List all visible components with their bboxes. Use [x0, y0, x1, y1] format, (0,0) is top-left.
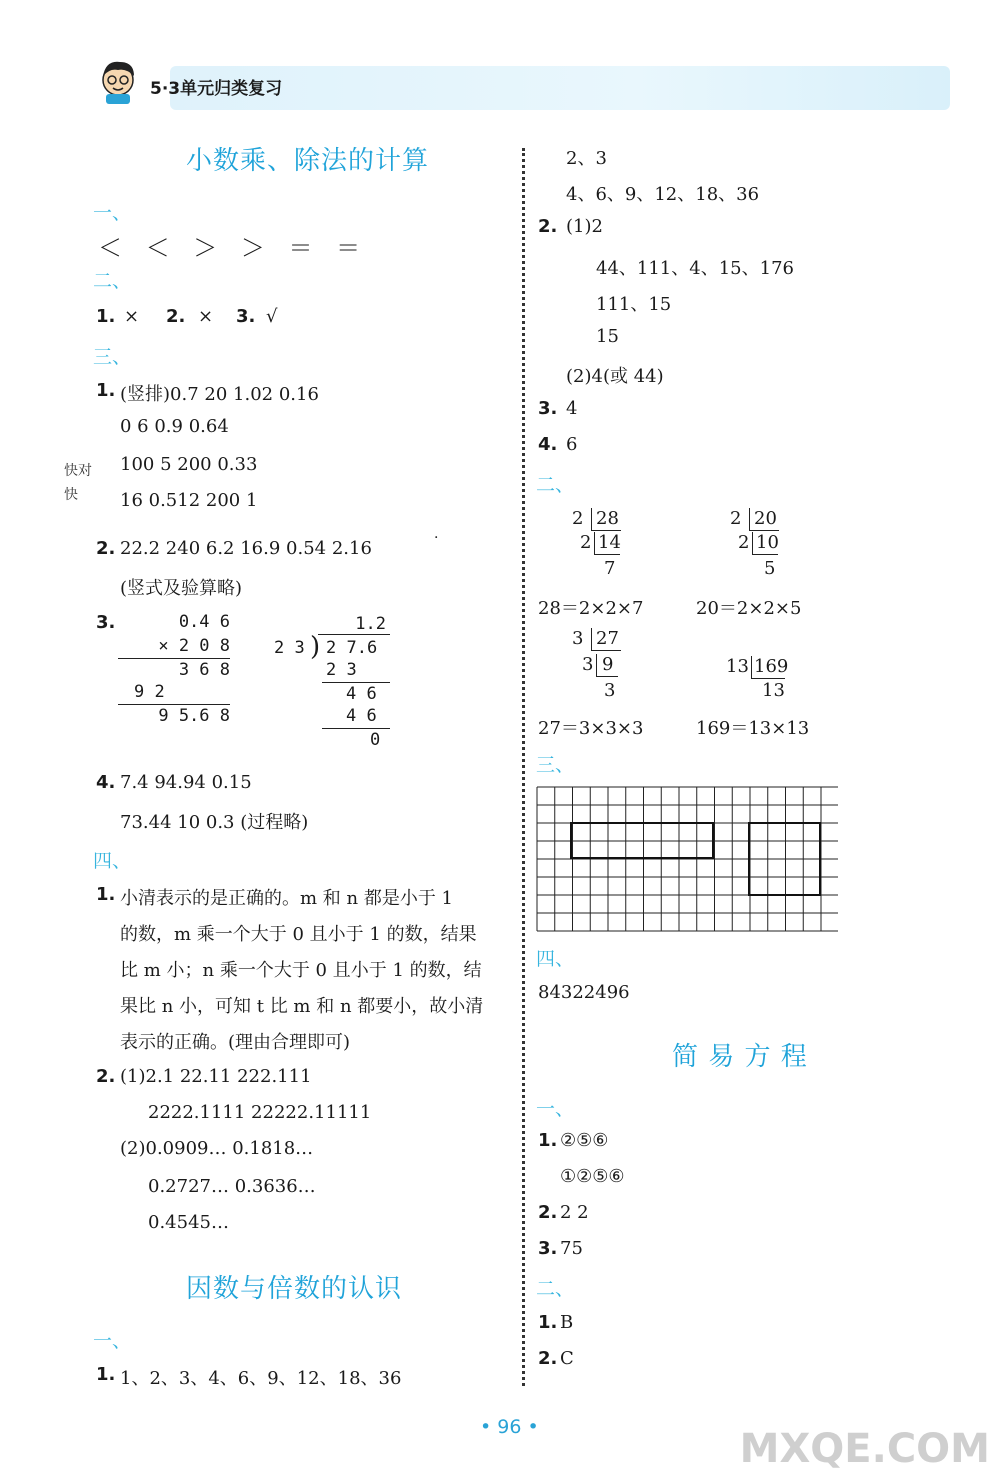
boy-mascot-icon [96, 56, 140, 106]
question-number: 3. [538, 398, 558, 419]
heading-factors-multiples: 因数与倍数的认识 [186, 1274, 403, 1304]
mul-operand-b: × 2 0 8 [158, 636, 230, 656]
div-step: 2 3 [326, 660, 357, 680]
question-number: 1. [96, 306, 116, 327]
answer-line: 100 5 200 0.33 [120, 454, 258, 475]
mul-rule [118, 704, 230, 705]
answer: ①②⑤⑥ [560, 1166, 625, 1187]
factorization: 169＝13×13 [696, 718, 810, 739]
mul-partial-2: 9 2 [134, 682, 165, 702]
answer: × [198, 306, 214, 327]
question-number: 3. [236, 306, 256, 327]
answer: C [560, 1348, 574, 1369]
mul-rule [118, 658, 230, 659]
sd-divisor: 13 [726, 656, 749, 677]
answer-line: (2)4(或 44) [566, 366, 664, 387]
sd-dividend: 27 [596, 628, 619, 649]
sd-bar [596, 654, 597, 676]
answer-line: (竖排)0.7 20 1.02 0.16 [120, 384, 319, 405]
side-note: 快 [64, 487, 78, 503]
question-number: 3. [96, 612, 116, 633]
sd-bar [751, 656, 752, 678]
sd-divisor: 2 [572, 508, 584, 529]
question-number: 1. [538, 1312, 558, 1333]
explanation-line: 的数，m 乘一个大于 0 且小于 1 的数，结果 [120, 924, 477, 945]
mul-partial-1: 3 6 8 [178, 660, 230, 680]
question-number: 2. [538, 1348, 558, 1369]
watermark-logo: MXQE.COM [739, 1426, 990, 1472]
answer-line: 22.2 240 6.2 16.9 0.54 2.16 [120, 538, 372, 559]
answer-line: 44、111、4、15、176 [596, 258, 794, 279]
sd-quotient: 3 [604, 680, 616, 701]
explanation-line: 小清表示的是正确的。m 和 n 都是小于 1 [120, 888, 453, 909]
header-band [170, 66, 950, 110]
comparison-row: ＜ ＜ ＞ ＞ ＝ ＝ [98, 234, 369, 262]
explanation-line: 比 m 小；n 乘一个大于 0 且小于 1 的数，结 [120, 960, 482, 981]
answer-line: (2)0.0909… 0.1818… [120, 1138, 314, 1159]
sd-dividend: 20 [754, 508, 777, 529]
sd-bar [591, 508, 592, 530]
recurring-dot: · [434, 530, 439, 546]
section-label: 三、 [536, 754, 575, 776]
factorization: 27＝3×3×3 [538, 718, 644, 739]
question-number: 1. [538, 1130, 558, 1151]
section-label: 二、 [536, 474, 575, 496]
div-dividend: 2 7.6 [326, 638, 378, 658]
mul-operand-a: 0.4 6 [178, 612, 230, 632]
answer-line: 16 0.512 200 1 [120, 490, 258, 511]
question-number: 1. [96, 380, 116, 401]
answer-line: 7.4 94.94 0.15 [120, 772, 252, 793]
answer-line: 73.44 10 0.3 (过程略) [120, 812, 309, 833]
heading-decimal-calc: 小数乘、除法的计算 [186, 146, 430, 176]
section-label: 二、 [536, 1278, 575, 1300]
answer-line: (竖式及验算略) [120, 578, 243, 599]
sd-dividend: 9 [602, 654, 614, 675]
section-label: 四、 [536, 948, 575, 970]
question-number: 2. [538, 216, 558, 237]
div-rule [322, 728, 390, 729]
sd-bar [752, 532, 753, 554]
sd-dividend: 28 [596, 508, 619, 529]
section-label: 二、 [93, 270, 132, 292]
question-number: 4. [538, 434, 558, 455]
sd-bar [594, 532, 595, 554]
section-label: 一、 [536, 1098, 575, 1120]
answer: 2 2 [560, 1202, 589, 1223]
sd-rule [591, 650, 621, 651]
div-rule [322, 682, 390, 683]
explanation-line: 表示的正确。(理由合理即可) [120, 1032, 351, 1053]
mul-result: 9 5.6 8 [158, 706, 230, 726]
section-label: 四、 [93, 850, 132, 872]
sd-rule [749, 530, 779, 531]
sd-bar [591, 628, 592, 650]
answer: 6 [566, 434, 578, 455]
div-step: 4 6 [346, 684, 377, 704]
section-label: 一、 [93, 202, 132, 224]
sd-divisor: 3 [572, 628, 584, 649]
explanation-line: 果比 n 小，可知 t 比 m 和 n 都要小，故小清 [120, 996, 484, 1017]
sd-divisor: 2 [738, 532, 750, 553]
header-title: 5·3单元归类复习 [150, 79, 283, 99]
question-number: 3. [538, 1238, 558, 1259]
answer-line: 1、2、3、4、6、9、12、18、36 [120, 1368, 402, 1389]
factorization: 28＝2×2×7 [538, 598, 644, 619]
heading-simple-equations: 简 易 方 程 [672, 1042, 808, 1072]
sd-rule [751, 678, 785, 679]
answer-line: 2222.1111 22222.11111 [148, 1102, 372, 1123]
div-remainder: 0 [370, 730, 381, 750]
column-divider [522, 148, 525, 1386]
page-number: • 96 • [480, 1416, 539, 1438]
sd-dividend: 10 [756, 532, 779, 553]
sd-bar [749, 508, 750, 530]
factorization: 20＝2×2×5 [696, 598, 802, 619]
answer-line: 4、6、9、12、18、36 [566, 184, 760, 205]
section-label: 三、 [93, 346, 132, 368]
div-quotient: 1.2 [355, 614, 386, 634]
sd-rule [591, 530, 621, 531]
sd-divisor: 2 [580, 532, 592, 553]
sd-dividend: 169 [754, 656, 789, 677]
sd-dividend: 14 [598, 532, 621, 553]
answer: × [124, 306, 140, 327]
sd-quotient: 13 [762, 680, 785, 701]
question-number: 2. [96, 538, 116, 559]
div-bracket: ) [310, 632, 321, 662]
answer-line: 0.2727… 0.3636… [148, 1176, 316, 1197]
div-bar [318, 634, 390, 635]
answer-line: (1)2.1 22.11 222.111 [120, 1066, 312, 1087]
sd-quotient: 7 [604, 558, 616, 579]
answer: B [560, 1312, 574, 1333]
sd-quotient: 5 [764, 558, 776, 579]
sd-divisor: 2 [730, 508, 742, 529]
section-label: 一、 [93, 1330, 132, 1352]
answer-line: (1)2 [566, 216, 603, 237]
sd-rule [752, 554, 778, 555]
side-note: 快对 [64, 463, 92, 479]
answer-line: 111、15 [596, 294, 672, 315]
question-number: 1. [96, 1364, 116, 1385]
question-number: 2. [166, 306, 186, 327]
question-number: 2. [538, 1202, 558, 1223]
sd-rule [594, 554, 620, 555]
answer-line: 15 [596, 326, 619, 347]
div-divisor: 2 3 [274, 638, 305, 658]
answer-line: 2、3 [566, 148, 607, 169]
question-number: 4. [96, 772, 116, 793]
div-step: 4 6 [346, 706, 377, 726]
sd-divisor: 3 [582, 654, 594, 675]
answer: 75 [560, 1238, 583, 1259]
question-number: 1. [96, 884, 116, 905]
answer: ②⑤⑥ [560, 1130, 609, 1151]
answer: 4 [566, 398, 578, 419]
answer-line: 84322496 [538, 982, 630, 1003]
answer-line: 0 6 0.9 0.64 [120, 416, 229, 437]
answer: √ [266, 306, 278, 327]
sd-rule [596, 676, 618, 677]
answer-line: 0.4545… [148, 1212, 229, 1233]
drawing-grid [536, 786, 838, 932]
question-number: 2. [96, 1066, 116, 1087]
